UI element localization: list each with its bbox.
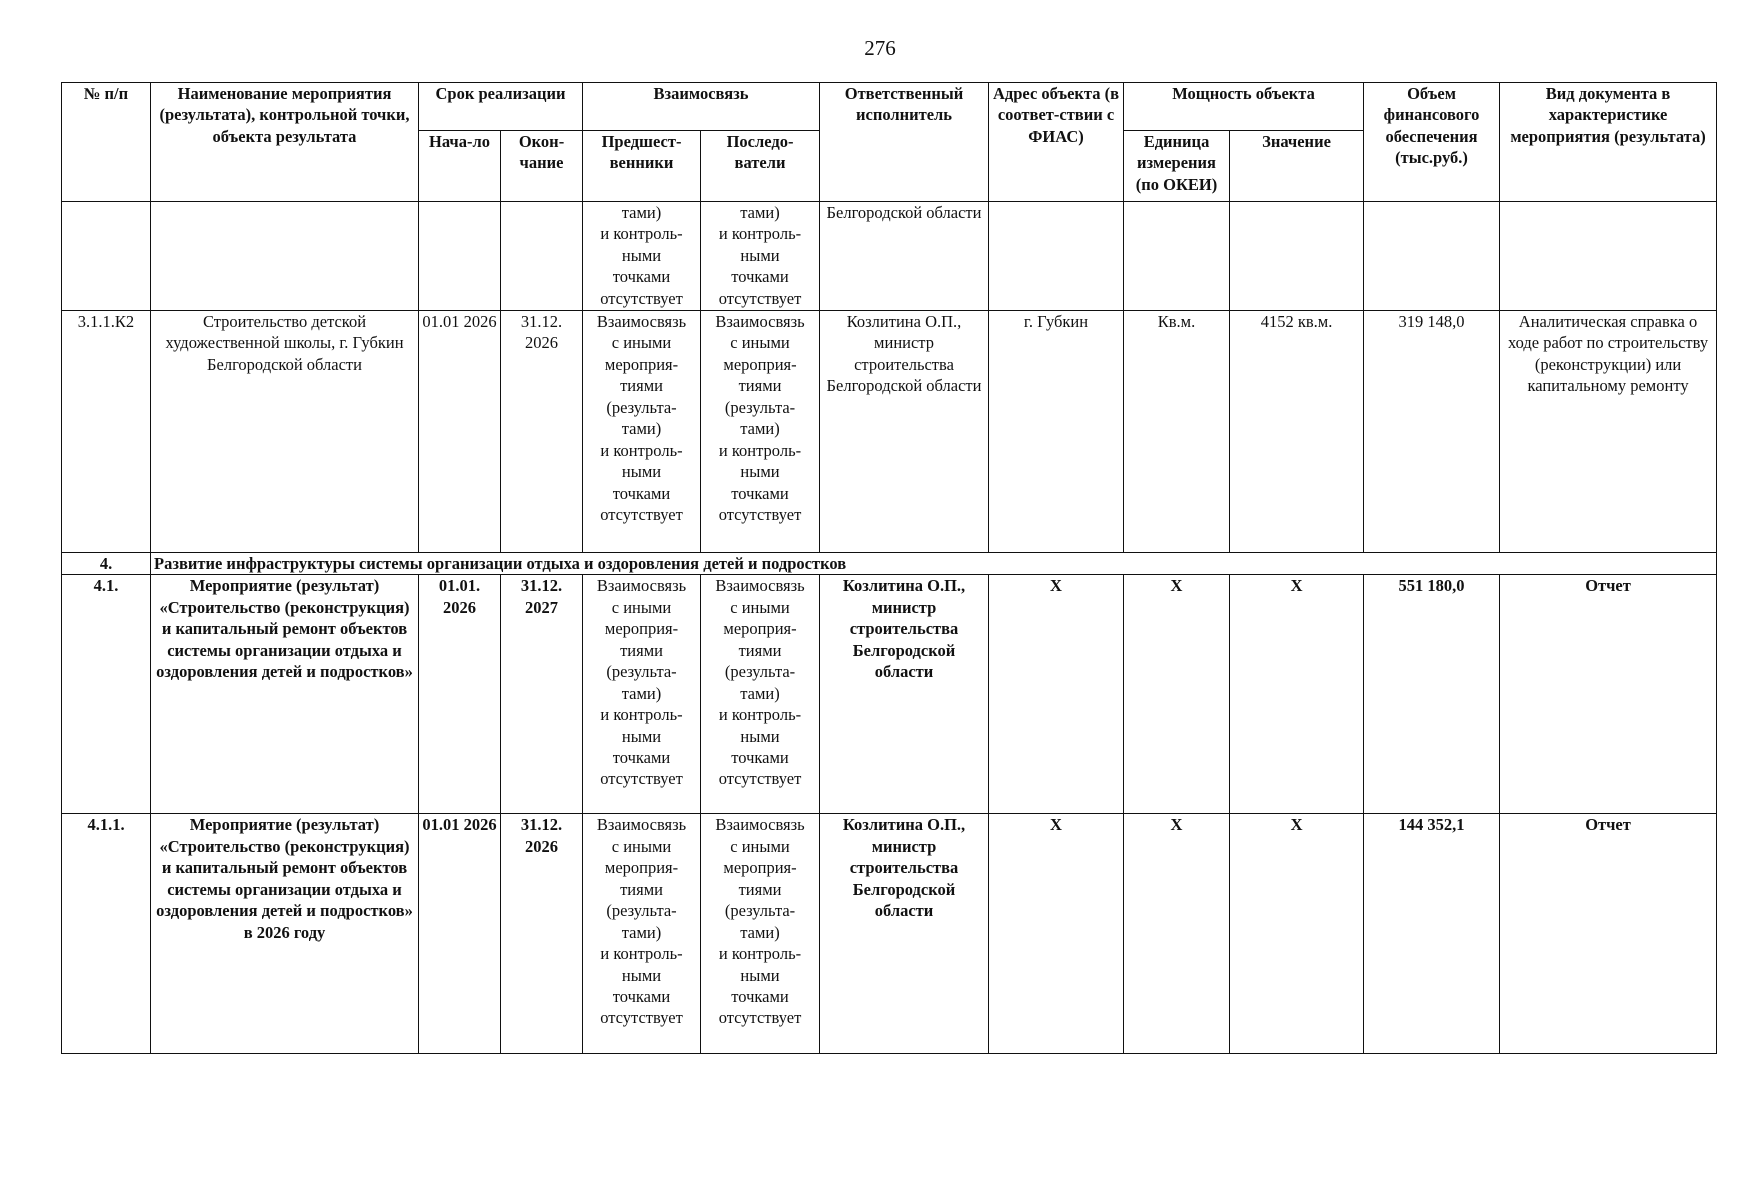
header-address: Адрес объекта (в соответ-ствии с ФИАС) bbox=[989, 83, 1124, 202]
cell-executor: Козлитина О.П., министр строительства Белгородской области bbox=[820, 814, 989, 1054]
header-predecessors: Предшест-венники bbox=[583, 131, 701, 202]
header-successors: Последо-ватели bbox=[701, 131, 820, 202]
succ-line: и контроль- bbox=[718, 705, 802, 725]
activities-table bbox=[61, 82, 1717, 1054]
cell-finance: 144 352,1 bbox=[1364, 814, 1500, 1054]
table-row bbox=[62, 814, 1717, 1054]
header-capacity: Мощность объекта bbox=[1124, 83, 1364, 131]
table-row bbox=[62, 575, 1717, 814]
page-number: 276 bbox=[864, 36, 896, 60]
table-row bbox=[62, 202, 1717, 311]
succ-line: с иными bbox=[730, 333, 790, 353]
succ-line: тами) bbox=[740, 419, 780, 439]
pred-line: мероприя- bbox=[604, 354, 679, 374]
cell-successors bbox=[701, 202, 820, 311]
cell-executor: Белгородской области bbox=[820, 202, 989, 311]
succ-line: отсутствует bbox=[718, 1008, 802, 1028]
cell-unit: Кв.м. bbox=[1124, 311, 1230, 553]
pred-line: тиями bbox=[620, 376, 663, 396]
header-num: № п/п bbox=[62, 83, 151, 202]
succ-line: и контроль- bbox=[718, 944, 802, 964]
succ-line: тами) bbox=[740, 922, 780, 942]
pred-line: тиями bbox=[620, 879, 663, 899]
pred-line: точками bbox=[612, 747, 671, 767]
succ-line: и контроль- bbox=[718, 440, 802, 460]
pred-line: точками bbox=[612, 483, 671, 503]
cell-name bbox=[151, 202, 419, 311]
pred-line: мероприя- bbox=[604, 619, 679, 639]
pred-line: и контроль- bbox=[600, 705, 683, 725]
cell-doc: Аналитическая справка о ходе работ по строительству (реконструкции) или капитальному ремонту bbox=[1500, 311, 1717, 553]
header-name: Наименование мероприятия (результата), контрольной точки, объекта результата bbox=[151, 83, 419, 202]
succ-line: (результа- bbox=[724, 397, 796, 417]
pred-line: с иными bbox=[611, 333, 672, 353]
header-term: Срок реализации bbox=[419, 83, 583, 131]
header-start: Нача-ло bbox=[419, 131, 501, 202]
succ-line: точками bbox=[731, 267, 789, 287]
succ-line: Взаимосвязь bbox=[715, 312, 805, 331]
cell-executor: Козлитина О.П., министр строительства Белгородской области bbox=[820, 575, 989, 814]
cell-successors bbox=[701, 575, 820, 814]
cell-unit: X bbox=[1124, 575, 1230, 814]
pred-line: Взаимосвязь bbox=[596, 576, 687, 596]
pred-line: тами) bbox=[621, 683, 662, 703]
pred-line: мероприя- bbox=[604, 858, 679, 878]
cell-doc bbox=[1500, 202, 1717, 311]
cell-address bbox=[989, 202, 1124, 311]
succ-line: (результа- bbox=[724, 901, 796, 921]
pred-line: тами) bbox=[621, 922, 662, 942]
cell-value: 4152 кв.м. bbox=[1230, 311, 1364, 553]
cell-successors bbox=[701, 814, 820, 1054]
succ-line: мероприя- bbox=[723, 619, 797, 639]
cell-start: 01.01. 2026 bbox=[419, 575, 501, 814]
pred-line: Взаимосвязь bbox=[596, 312, 687, 331]
cell-successors bbox=[701, 311, 820, 553]
pred-line: тами) bbox=[621, 203, 662, 222]
pred-line: отсутствует bbox=[600, 504, 683, 524]
succ-line: точками bbox=[731, 747, 789, 767]
succ-line: отсутствует bbox=[718, 769, 802, 789]
cell-end: 31.12. 2027 bbox=[501, 575, 583, 814]
succ-line: тиями bbox=[738, 640, 782, 660]
pred-line: тами) bbox=[621, 419, 662, 439]
cell-predecessors bbox=[583, 814, 701, 1054]
cell-address: г. Губкин bbox=[989, 311, 1124, 553]
succ-line: ными bbox=[740, 245, 780, 265]
cell-name: Мероприятие (результат) «Строительство (реконструкция) и капитальный ремонт объектов системы организации отдыха и оздоровления детей и подростков» bbox=[151, 575, 419, 814]
pred-line: ными bbox=[621, 965, 662, 985]
section-title: Развитие инфраструктуры системы организации отдыха и оздоровления детей и подростков bbox=[151, 553, 1717, 575]
pred-line: отсутствует bbox=[600, 288, 683, 308]
succ-line: отсутствует bbox=[718, 288, 802, 308]
cell-predecessors bbox=[583, 311, 701, 553]
pred-line: отсутствует bbox=[600, 1008, 683, 1028]
cell-num: 4.1. bbox=[62, 575, 151, 814]
succ-line: Взаимосвязь bbox=[715, 576, 805, 596]
pred-line: отсутствует bbox=[600, 769, 683, 789]
cell-finance: 319 148,0 bbox=[1364, 311, 1500, 553]
pred-line: и контроль- bbox=[600, 224, 683, 244]
header-unit: Единица измерения (по ОКЕИ) bbox=[1124, 131, 1230, 202]
section-num: 4. bbox=[62, 553, 151, 575]
header-doc-type: Вид документа в характеристике мероприятия (результата) bbox=[1500, 83, 1717, 202]
pred-line: точками bbox=[612, 267, 671, 287]
pred-line: с иными bbox=[611, 836, 672, 856]
succ-line: тами) bbox=[740, 683, 780, 703]
header-end: Окон-чание bbox=[501, 131, 583, 202]
cell-value: X bbox=[1230, 575, 1364, 814]
succ-line: ными bbox=[740, 462, 780, 482]
header-value: Значение bbox=[1230, 131, 1364, 202]
cell-unit: X bbox=[1124, 814, 1230, 1054]
pred-line: (результа- bbox=[606, 397, 677, 417]
header-finance: Объем финансового обеспечения (тыс.руб.) bbox=[1364, 83, 1500, 202]
pred-line: ными bbox=[621, 726, 662, 746]
pred-line: Взаимосвязь bbox=[596, 815, 687, 835]
pred-line: (результа- bbox=[606, 901, 677, 921]
cell-address: X bbox=[989, 575, 1124, 814]
pred-line: ными bbox=[621, 245, 662, 265]
pred-line: и контроль- bbox=[600, 440, 683, 460]
cell-executor: Козлитина О.П., министр строительства Белгородской области bbox=[820, 311, 989, 553]
succ-line: мероприя- bbox=[723, 858, 797, 878]
pred-line: точками bbox=[612, 986, 671, 1006]
succ-line: ными bbox=[740, 965, 780, 985]
cell-name: Мероприятие (результат) «Строительство (реконструкция) и капитальный ремонт объектов системы организации отдыха и оздоровления детей и подростков» в 2026 году bbox=[151, 814, 419, 1054]
cell-end bbox=[501, 202, 583, 311]
cell-unit bbox=[1124, 202, 1230, 311]
cell-num bbox=[62, 202, 151, 311]
cell-value: X bbox=[1230, 814, 1364, 1054]
cell-value bbox=[1230, 202, 1364, 311]
pred-line: ными bbox=[621, 462, 662, 482]
header-relation: Взаимосвязь bbox=[583, 83, 820, 131]
pred-line: тиями bbox=[620, 640, 663, 660]
table-row bbox=[62, 311, 1717, 553]
cell-doc: Отчет bbox=[1500, 814, 1717, 1054]
cell-num: 4.1.1. bbox=[62, 814, 151, 1054]
succ-line: ными bbox=[740, 726, 780, 746]
pred-line: с иными bbox=[611, 597, 672, 617]
cell-end: 31.12. 2026 bbox=[501, 311, 583, 553]
cell-predecessors bbox=[583, 575, 701, 814]
cell-predecessors bbox=[583, 202, 701, 311]
cell-address: X bbox=[989, 814, 1124, 1054]
succ-line: точками bbox=[731, 986, 789, 1006]
succ-line: тиями bbox=[738, 376, 782, 396]
succ-line: тиями bbox=[738, 879, 782, 899]
succ-line: Взаимосвязь bbox=[715, 815, 805, 835]
succ-line: (результа- bbox=[724, 662, 796, 682]
section-row bbox=[62, 553, 1717, 575]
cell-end: 31.12. 2026 bbox=[501, 814, 583, 1054]
pred-line: и контроль- bbox=[600, 944, 683, 964]
cell-name: Строительство детской художественной школы, г. Губкин Белгородской области bbox=[151, 311, 419, 553]
succ-line: с иными bbox=[730, 597, 790, 617]
succ-line: и контроль- bbox=[718, 224, 802, 244]
succ-line: мероприя- bbox=[723, 354, 797, 374]
succ-line: тами) bbox=[740, 203, 780, 222]
header-executor: Ответственный исполнитель bbox=[820, 83, 989, 202]
cell-doc: Отчет bbox=[1500, 575, 1717, 814]
cell-start: 01.01 2026 bbox=[419, 814, 501, 1054]
cell-finance: 551 180,0 bbox=[1364, 575, 1500, 814]
cell-num: 3.1.1.К2 bbox=[62, 311, 151, 553]
cell-finance bbox=[1364, 202, 1500, 311]
succ-line: точками bbox=[731, 483, 789, 503]
cell-start bbox=[419, 202, 501, 311]
pred-line: (результа- bbox=[606, 662, 677, 682]
succ-line: отсутствует bbox=[718, 504, 802, 524]
cell-start: 01.01 2026 bbox=[419, 311, 501, 553]
succ-line: с иными bbox=[730, 836, 790, 856]
